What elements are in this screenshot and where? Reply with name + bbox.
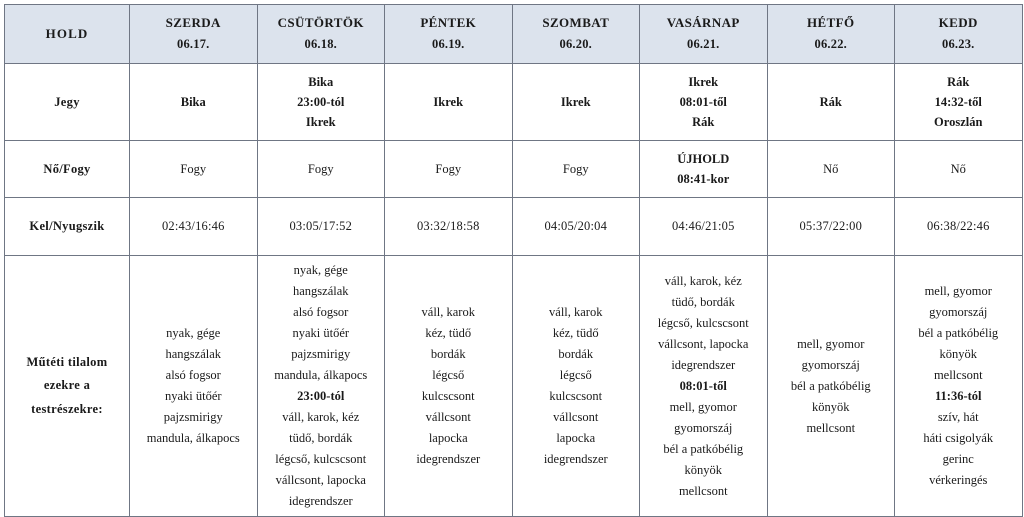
cell-line: bordák bbox=[558, 347, 594, 361]
moon-phase-row bbox=[5, 141, 1023, 198]
row-label-sign: Jegy bbox=[5, 64, 130, 141]
cell-line: légcső, kulcscsont bbox=[657, 315, 749, 330]
body-parts-cell bbox=[895, 256, 1023, 517]
cell-line: mandula, álkapocs bbox=[146, 431, 240, 445]
cell-line: alsó fogsor bbox=[293, 305, 349, 319]
cell-line: könyök bbox=[812, 399, 850, 414]
cell-line: vállcsont, lapocka bbox=[658, 336, 749, 351]
cell-line: nyaki ütőér bbox=[164, 389, 222, 403]
cell-line: váll, karok bbox=[421, 305, 475, 319]
cell-line: gyomorszáj bbox=[929, 305, 988, 319]
cell-line: mellcsont bbox=[678, 483, 728, 498]
cell-line: pajzsmirigy bbox=[291, 347, 351, 361]
cell-line: Ikrek bbox=[433, 94, 464, 109]
day-name: PÉNTEK bbox=[420, 14, 477, 30]
cell-line: légcső bbox=[432, 368, 465, 382]
surgery-ban-row bbox=[5, 256, 1023, 517]
cell-line: vérkeringés bbox=[929, 473, 988, 487]
phase-cell bbox=[257, 141, 385, 198]
rise-set-cell: 06:38/22:46 bbox=[895, 198, 1023, 256]
day-date: 06.19. bbox=[432, 37, 465, 52]
cell-line: mell, gyomor bbox=[797, 336, 865, 351]
cell-line: gyomorszáj bbox=[674, 420, 733, 435]
cell-line: légcső, kulcscsont bbox=[275, 452, 367, 466]
sign-cell bbox=[385, 64, 513, 141]
cell-line: idegrendszer bbox=[416, 452, 481, 466]
body-parts-cell bbox=[385, 256, 513, 517]
day-header bbox=[257, 5, 385, 64]
day-name: SZOMBAT bbox=[542, 14, 610, 30]
day-header bbox=[767, 5, 895, 64]
day-date: 06.17. bbox=[177, 37, 210, 52]
cell-line: Ikrek bbox=[560, 94, 591, 109]
sign-cell bbox=[767, 64, 895, 141]
cell-line: nyaki ütőér bbox=[292, 326, 350, 340]
cell-line: tüdő, bordák bbox=[671, 294, 735, 309]
cell-line: váll, karok bbox=[549, 305, 603, 319]
cell-line: Ikrek bbox=[688, 74, 719, 89]
phase-cell bbox=[895, 141, 1023, 198]
day-header bbox=[895, 5, 1023, 64]
cell-line: Rák bbox=[692, 115, 715, 130]
rise-set-cell: 04:05/20:04 bbox=[512, 198, 640, 256]
day-date: 06.21. bbox=[687, 37, 720, 52]
cell-line: légcső bbox=[559, 368, 592, 382]
cell-line: hangszálak bbox=[165, 347, 222, 361]
cell-line: kulcscsont bbox=[421, 389, 475, 403]
rise-set-cell: 03:05/17:52 bbox=[257, 198, 385, 256]
corner-label: HOLD bbox=[5, 5, 130, 64]
cell-line: 08:01-től bbox=[679, 378, 727, 393]
day-name: HÉTFŐ bbox=[806, 14, 855, 30]
day-header bbox=[385, 5, 513, 64]
zodiac-sign-row bbox=[5, 64, 1023, 141]
cell-line: gyomorszáj bbox=[801, 357, 860, 372]
cell-line: könyök bbox=[684, 462, 722, 477]
cell-line: 08:41-kor bbox=[677, 172, 730, 186]
day-name: CSÜTÖRTÖK bbox=[277, 14, 364, 30]
cell-line: vállcsont bbox=[425, 410, 471, 424]
sign-cell bbox=[257, 64, 385, 141]
cell-line: 08:01-től bbox=[679, 94, 727, 109]
sign-cell bbox=[640, 64, 768, 141]
cell-line: mell, gyomor bbox=[924, 284, 992, 298]
cell-line: mandula, álkapocs bbox=[274, 368, 368, 382]
cell-line: háti csigolyák bbox=[923, 431, 994, 445]
cell-line: bordák bbox=[430, 347, 466, 361]
cell-line: pajzsmirigy bbox=[163, 410, 223, 424]
cell-line: váll, karok, kéz bbox=[282, 410, 360, 424]
cell-line: bél a patkóbélig bbox=[918, 326, 999, 340]
cell-line: Rák bbox=[819, 94, 842, 109]
body-parts-cell bbox=[767, 256, 895, 517]
rise-set-cell: 02:43/16:46 bbox=[130, 198, 258, 256]
day-name: VASÁRNAP bbox=[666, 14, 740, 30]
moon-calendar-table bbox=[4, 4, 1023, 517]
cell-line: Rák bbox=[947, 74, 970, 89]
sign-cell bbox=[130, 64, 258, 141]
cell-line: tüdő, bordák bbox=[289, 431, 353, 445]
cell-line: Fogy bbox=[435, 161, 462, 176]
cell-line: Bika bbox=[180, 94, 206, 109]
day-header bbox=[512, 5, 640, 64]
cell-line: könyök bbox=[939, 347, 977, 361]
cell-line: kulcscsont bbox=[549, 389, 603, 403]
cell-line: Nő bbox=[823, 161, 839, 176]
day-header bbox=[130, 5, 258, 64]
cell-line: lapocka bbox=[428, 431, 468, 445]
cell-line: bél a patkóbélig bbox=[790, 378, 871, 393]
row-label-phase: Nő/Fogy bbox=[5, 141, 130, 198]
phase-cell bbox=[767, 141, 895, 198]
body-parts-cell bbox=[512, 256, 640, 517]
day-date: 06.20. bbox=[559, 37, 592, 52]
row-label-surgery-ban: Műtéti tilalom ezekre a testrészekre: bbox=[5, 256, 130, 517]
body-parts-cell bbox=[257, 256, 385, 517]
cell-line: Oroszlán bbox=[934, 115, 983, 130]
cell-line: vállcsont, lapocka bbox=[275, 473, 366, 487]
cell-line: mellcsont bbox=[933, 368, 983, 382]
cell-line: Nő bbox=[950, 161, 966, 176]
cell-line: Fogy bbox=[307, 161, 334, 176]
cell-line: idegrendszer bbox=[671, 357, 736, 372]
cell-line: nyak, gége bbox=[293, 263, 348, 277]
cell-line: 23:00-tól bbox=[297, 94, 345, 109]
cell-line: szív, hát bbox=[937, 410, 979, 424]
row-label-rise-set: Kel/Nyugszik bbox=[5, 198, 130, 256]
cell-line: bél a patkóbélig bbox=[663, 441, 744, 456]
phase-cell bbox=[512, 141, 640, 198]
cell-line: Bika bbox=[308, 74, 334, 89]
cell-line: alsó fogsor bbox=[165, 368, 221, 382]
cell-line: lapocka bbox=[556, 431, 596, 445]
cell-line: vállcsont bbox=[553, 410, 599, 424]
body-parts-cell bbox=[130, 256, 258, 517]
cell-line: idegrendszer bbox=[288, 494, 353, 508]
cell-line: Fogy bbox=[180, 161, 207, 176]
phase-cell bbox=[385, 141, 513, 198]
day-name: SZERDA bbox=[165, 14, 221, 30]
cell-line: ÚJHOLD bbox=[677, 151, 730, 166]
cell-line: hangszálak bbox=[292, 284, 349, 298]
phase-cell bbox=[640, 141, 768, 198]
sign-cell bbox=[895, 64, 1023, 141]
cell-line: idegrendszer bbox=[543, 452, 608, 466]
cell-line: 11:36-tól bbox=[934, 389, 982, 403]
table-body bbox=[5, 5, 1023, 517]
table-header-row bbox=[5, 5, 1023, 64]
cell-line: mellcsont bbox=[806, 420, 856, 435]
day-date: 06.22. bbox=[814, 37, 847, 52]
rise-set-cell: 04:46/21:05 bbox=[640, 198, 768, 256]
day-date: 06.18. bbox=[304, 37, 337, 52]
body-parts-cell bbox=[640, 256, 768, 517]
cell-line: váll, karok, kéz bbox=[664, 273, 742, 288]
day-name: KEDD bbox=[938, 14, 978, 30]
cell-line: Ikrek bbox=[305, 115, 336, 130]
cell-line: Fogy bbox=[562, 161, 589, 176]
sign-cell bbox=[512, 64, 640, 141]
cell-line: kéz, tüdő bbox=[552, 326, 599, 340]
day-header bbox=[640, 5, 768, 64]
rise-set-cell: 05:37/22:00 bbox=[767, 198, 895, 256]
phase-cell bbox=[130, 141, 258, 198]
cell-line: mell, gyomor bbox=[669, 399, 737, 414]
cell-line: nyak, gége bbox=[166, 326, 221, 340]
cell-line: 23:00-tól bbox=[297, 389, 345, 403]
cell-line: 14:32-től bbox=[934, 94, 982, 109]
rise-set-cell: 03:32/18:58 bbox=[385, 198, 513, 256]
cell-line: gerinc bbox=[942, 452, 974, 466]
cell-line: kéz, tüdő bbox=[425, 326, 472, 340]
day-date: 06.23. bbox=[942, 37, 975, 52]
moonrise-moonset-row bbox=[5, 198, 1023, 256]
